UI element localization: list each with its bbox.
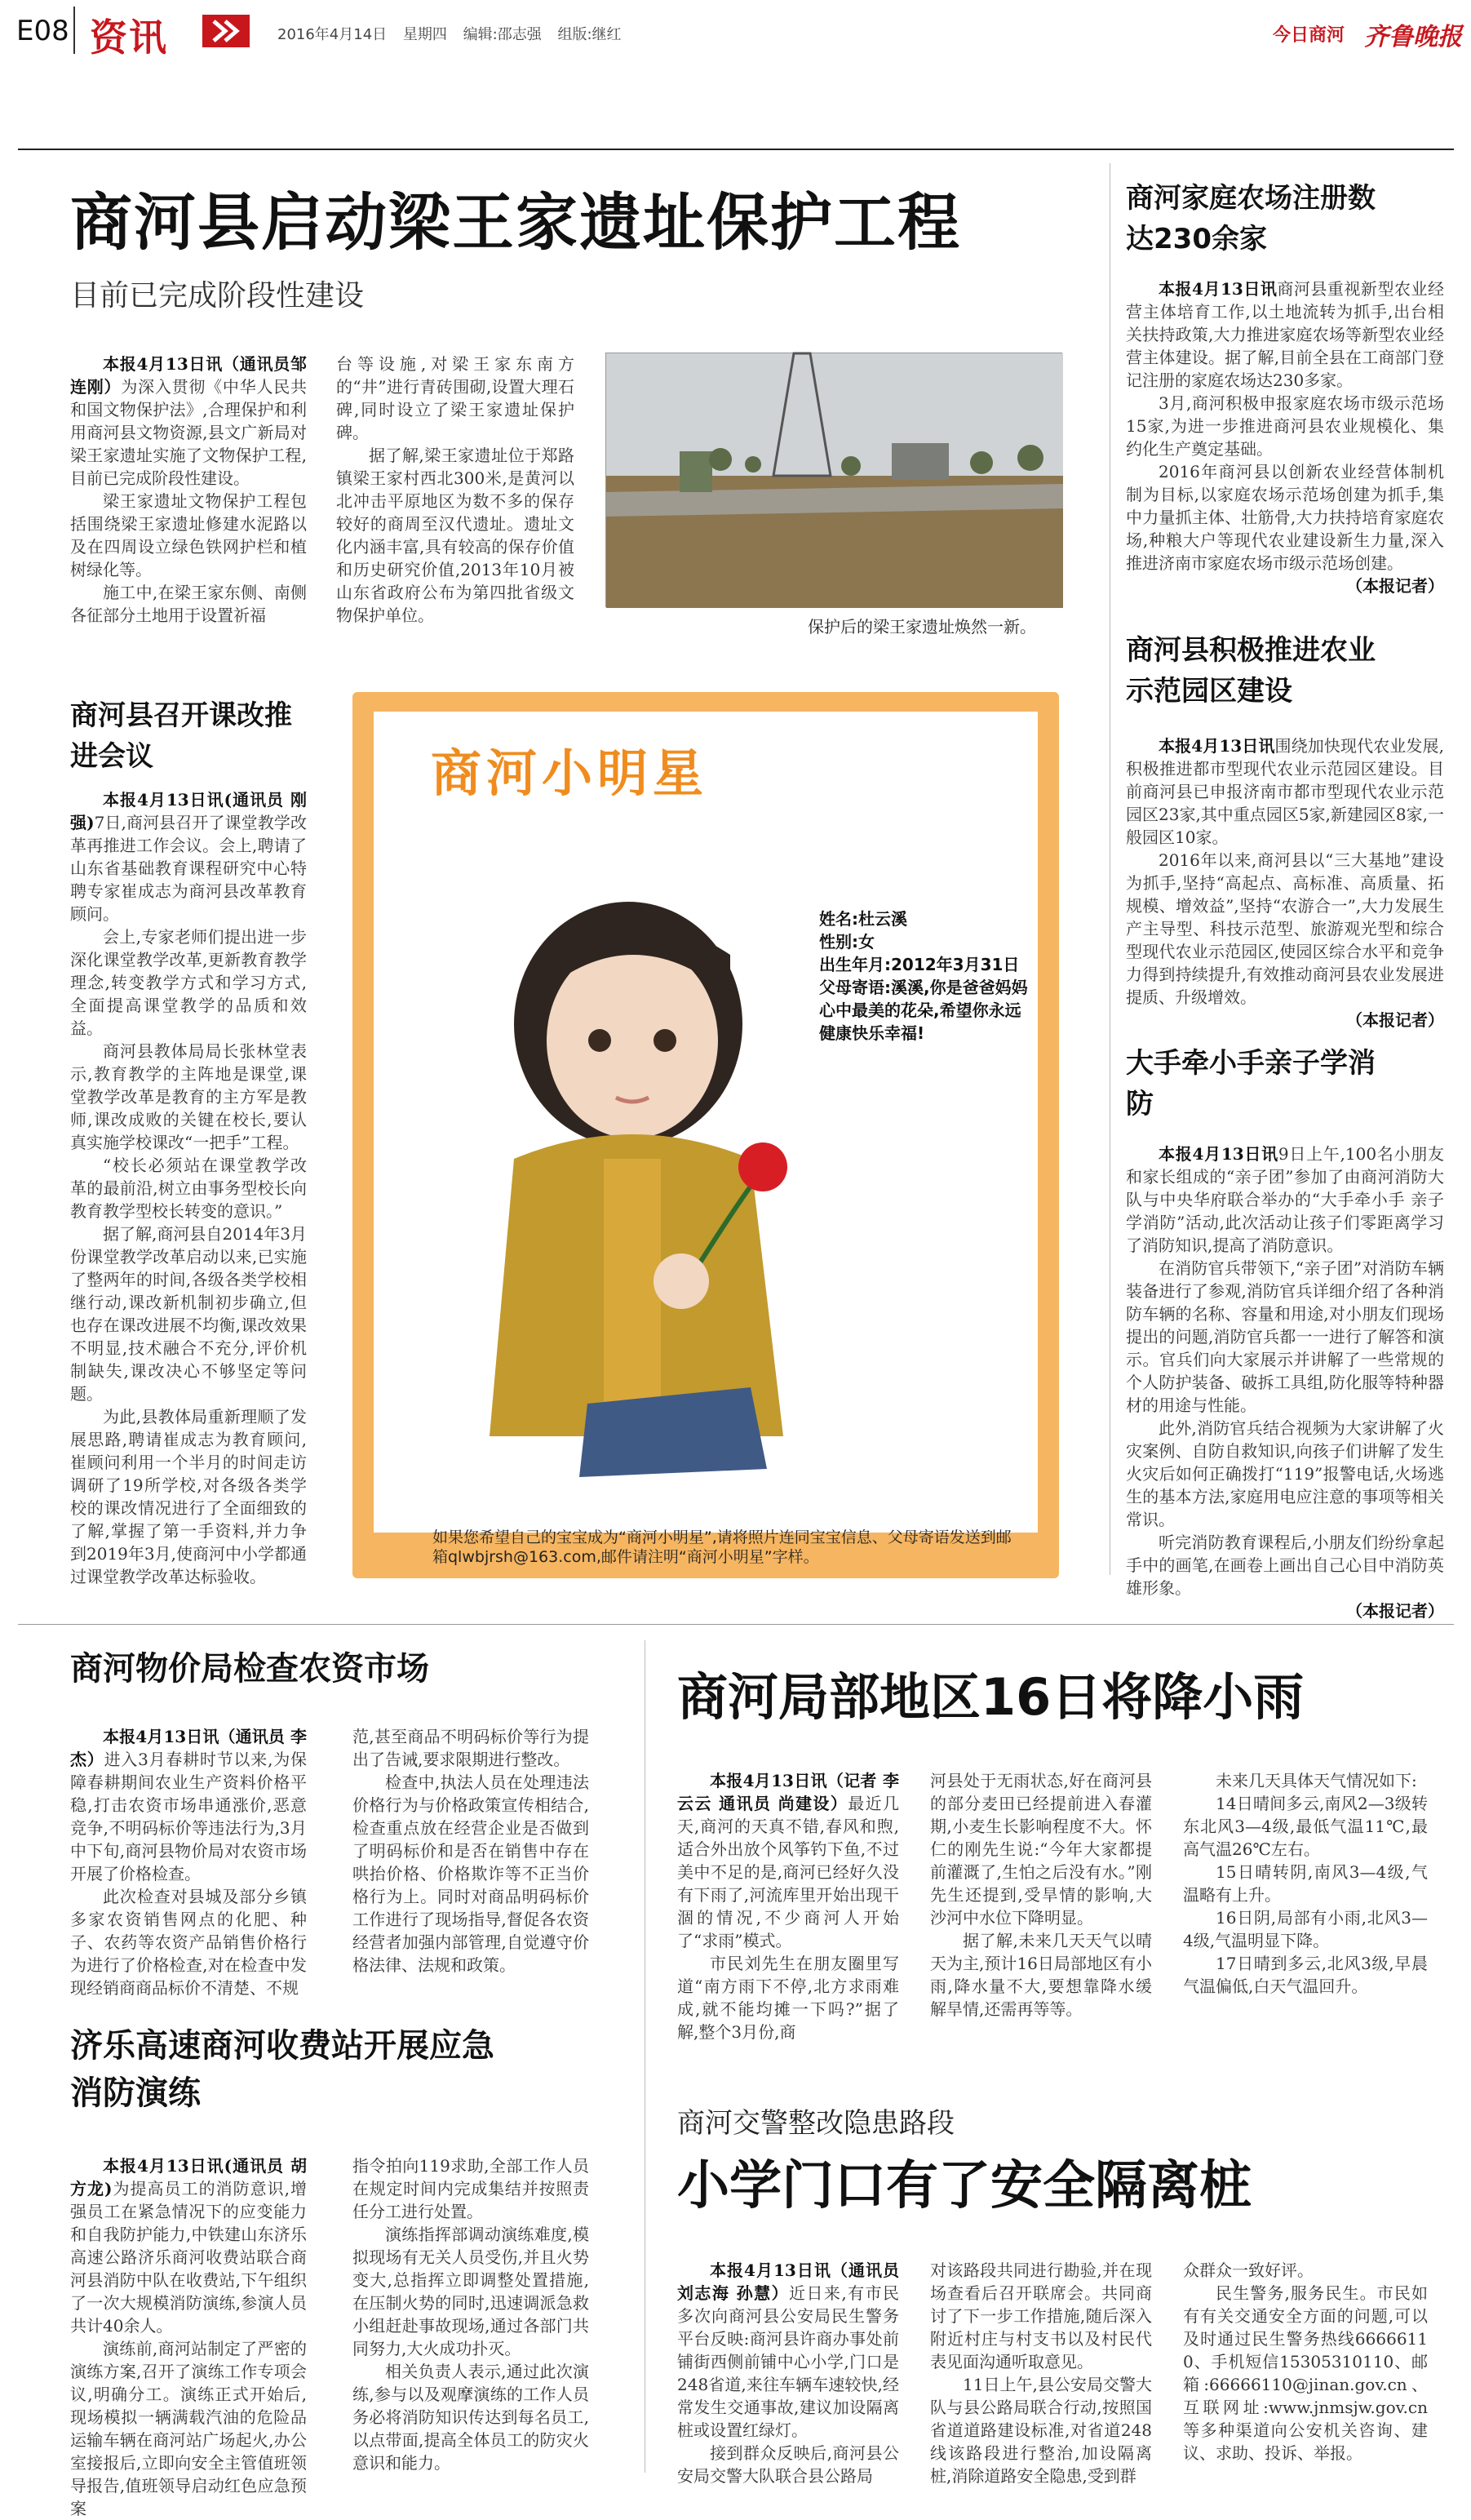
b4-col1 [677,2259,900,2486]
b4-kicker: 商河交警整改隐患路段 [677,2107,955,2140]
photo-caption: 保护后的梁王家遗址焕然一新。 [808,617,1036,637]
a1-p2: 梁王家遗址文物保护工程包括围绕梁王家遗址修建水泥路以及在四周设立绿色铁网护栏和植树绿化等。 [70,491,307,579]
editor: 编辑:邵志强 [463,26,542,43]
a1-col1 [70,353,307,630]
b3-col3 [1183,1769,1428,2055]
b3-p8: 16日阴,局部有小雨,北风3—4级,气温明显下降。 [1183,1908,1428,1950]
header-divider [73,7,75,54]
b3-p6: 14日晴间多云,南风2—3级转东北风3—4级,最低气温11℃,最高气温26℃左右。 [1183,1794,1428,1859]
b4-p6: 民生警务,服务民生。市民如有有关交通安全方面的问题,可以及时通过民生警务热线66666110、手机短信15305310110、邮箱:66666110@jinan.gov.cn、互联网址:www.jnmsjw.gov.cn等多种渠道向公安机关咨询、建议、求助、投诉、举报。 [1183,2283,1428,2463]
a2-title: 商河县召开课改推进会议 [70,699,292,773]
r1-tail: （本报记者） [1346,576,1444,596]
r1-body [1126,277,1444,604]
a1-lead: 本报4月13日讯（通讯员邹连刚） [70,354,307,397]
a1-p1: 为深入贯彻《中华人民共和国文物保护法》,合理保护和利用商河县文物资源,县文广新局对梁王家遗址实施了文物保护工程,目前已完成阶段性建设。 [70,377,308,488]
layout-editor: 组版:继红 [557,26,622,43]
b3-p9: 17日晴到多云,北风3级,早晨气温偏低,白天气温回升。 [1183,1954,1428,1996]
a1-col2 [336,353,574,630]
b2-p2: 演练前,商河站制定了严密的演练方案,召开了演练工作专项会议,明确分工。演练正式开始后,现场模拟一辆满载汽油的危险品运输车辆在商河站广场起火,办公室接报后,立即向安全主管值班领导报告,值班领导启动红色应急预案 [70,2339,307,2518]
b4-p1: 近日来,有市民多次向商河县公安局民生警务平台反映:商河县许商办事处前铺街西侧前铺中心小学,门口是248省道,来往车辆车速较快,经常发生交通事故,建议加设隔离桩或设置红绿灯。 [677,2283,900,2440]
column-name: 今日商河 [1273,25,1345,46]
a2-p1: 7日,商河县召开了课堂教学改革再推进工作会议。会上,聘请了山东省基础教育课程研究中心特聘专家崔成志为商河县改革教育顾问。 [70,813,307,924]
b3-p7: 15日晴转阴,南风3—4级,气温略有上升。 [1183,1862,1428,1905]
b3-lead: 本报4月13日讯（记者 李云云 通讯员 尚建设） [677,1771,899,1813]
r3-tail: （本报记者） [1346,1601,1444,1621]
b2-lead: 本报4月13日讯(通讯员 胡方龙) [70,2156,307,2198]
section-title: 资讯 [90,16,168,60]
b4-p4: 11日上午,县公安局交警大队与县公路局联合行动,按照国省道道路建设标准,对省道248线该路段进行整治,加设隔离桩,消除道路安全隐患,受到群 [930,2375,1152,2486]
star-gender: 性别:女 [819,932,875,952]
b1-p2: 此次检查对县城及部分乡镇多家农资销售网点的化肥、种子、农药等农资产品销售价格行为进行了价格检查,对在检查中发现经销商商品标价不清楚、不规 [70,1887,307,1998]
r3-p1: 9日上午,100名小朋友和家长组成的“亲子团”参加了由商河消防大队与中央华府联合举办的“大手牵小手 亲子学消防”活动,此次活动让孩子们零距离学习了消防知识,提高了消防意识。 [1126,1144,1444,1255]
a1-subtitle: 目前已完成阶段性建设 [70,279,365,313]
b2-p5: 相关负责人表示,通过此次演练,参与以及观摩演练的工作人员务必将消防知识传达到每名员工,以点带面,提高全体员工的防灾火意识和能力。 [352,2362,589,2473]
r2-tail: （本报记者） [1346,1010,1444,1030]
b4-col2 [930,2259,1152,2486]
b1-p1: 进入3月春耕时节以来,为保障春耕期间农业生产资料价格平稳,打击农资市场串通涨价,恶意竞争,不明码标价等违法行为,3月中下旬,商河县物价局对农资市场开展了价格检查。 [70,1750,307,1883]
issue-weekday: 星期四 [402,26,447,43]
b3-p5: 未来几天具体天气情况如下: [1216,1771,1417,1790]
b3-title: 商河局部地区16日将降小雨 [677,1667,1305,1727]
b1-p3: 范,甚至商品不明码标价等行为提出了告诫,要求限期进行整改。 [352,1727,589,1769]
a1-p3: 施工中,在梁王家东侧、南侧各征部分土地用于设置祈福 [70,583,307,625]
b2-p3: 指令拍向119求助,全部工作人员在规定时间内完成集结并按照责任分工进行处置。 [352,2156,589,2221]
b3-p4: 据了解,未来几天天气以晴天为主,预计16日局部地区有小雨,降水量不大,要想靠降水缓解旱情,还需再等等。 [930,1931,1152,2019]
r3-body [1126,1142,1444,1621]
star-title: 商河小明星 [431,743,709,803]
b4-col3 [1183,2259,1428,2479]
site-photo [605,353,1062,607]
r2-p1: 围绕加快现代农业发展,积极推进都市型现代农业示范园区建设。目前商河县已申报济南市都市型现代农业示范园区23家,其中重点园区5家,新建园区8家,一般园区10家。 [1126,736,1445,847]
header-meta [277,23,622,44]
r1-p1: 商河县重视新型农业经营主体培育工作,以土地流转为抓手,出台相关扶持政策,大力推进家庭农场等新型农业经营主体建设。据了解,目前全县在工商部门登记注册的家庭农场达230多家。 [1126,279,1444,390]
r3-title: 大手牵小手亲子学消防 [1126,1047,1376,1120]
b4-lead: 本报4月13日讯（通讯员 刘志海 孙慧） [677,2260,899,2303]
r2-lead: 本报4月13日讯 [1159,736,1275,756]
b2-col1 [70,2154,308,2518]
star-info [819,907,1028,1045]
r1-lead: 本报4月13日讯 [1159,279,1278,299]
star-footer: 如果您希望自己的宝宝成为“商河小明星”,请将照片连同宝宝信息、父母寄语发送到邮箱qlwbjrsh@163.com,邮件请注明“商河小明星”字样。 [432,1528,1012,1566]
a2-p4: “校长必须站在课堂教学改革的最前沿,树立由事务型校长向教育教学型校长转变的意识。” [70,1156,307,1221]
issue-date: 2016年4月14日 [277,26,388,43]
a2-body [70,788,307,1586]
b4-title: 小学门口有了安全隔离桩 [677,2156,1252,2216]
b1-lead: 本报4月13日讯（通讯员 李杰） [70,1727,307,1769]
b3-p2: 市民刘先生在朋友圈里写道“南方雨下不停,北方求雨难成,就不能均摊一下吗?”据了解,整个3月份,商 [677,1954,899,2042]
b2-p1: 为提高员工的消防意识,增强员工在紧急情况下的应变能力和自我防护能力,中铁建山东济乐高速公路济乐商河收费站联合商河县消防中队在收费站,下午组织了一次大规模消防演练,参演人员共计40余人。 [70,2179,308,2336]
child-photo [441,816,865,1518]
r2-body [1126,734,1444,1028]
header-rule [18,149,1454,150]
b4-p3: 对该路段共同进行勘验,并在现场查看后召开联席会。共同商讨了下一步工作措施,随后深入附近村庄与村支书以及村民代表见面沟通听取意见。 [930,2260,1152,2371]
r2-p2: 2016年以来,商河县以“三大基地”建设为抓手,坚持“高起点、高标准、高质量、拓规模、增效益”,坚持“农游合一”,大力发展生产主导型、科技示范型、旅游观光型和综合型现代农业示范园区,使园区综合水平和竞争力得到持续提升,有效推动商河县农业发展进提质、升级增效。 [1126,850,1444,1007]
section-arrow-icon [202,15,250,47]
b1-p4: 检查中,执法人员在处理违法价格行为与价格政策宣传相结合,检查重点放在经营企业是否做到了明码标价和是否在销售中存在哄抬价格、价格欺诈等不正当价格行为上。同时对商品明码标价工作进行了现场指导,督促各农资经营者加强内部管理,自觉遵守价格法律、法规和政策。 [352,1772,589,1975]
r2-title: 商河县积极推进农业示范园区建设 [1126,634,1376,708]
a2-p3: 商河县教体局局长张林堂表示,教育教学的主阵地是课堂,课堂教学改革是教育的主方军是教师,课改成败的关键在校长,要认真实施学校课改“一把手”工程。 [70,1041,307,1152]
b1-col2 [352,1725,589,1994]
paper-logo: 齐鲁晚报 [1364,23,1462,51]
a2-p2: 会上,专家老师们提出进一步深化课堂教学改革,更新教育教学理念,转变教学方式和学习方式,全面提高课堂教学的品质和效益。 [70,927,307,1038]
r3-p4: 听完消防教育课程后,小朋友们纷纷拿起手中的画笔,在画卷上画出自己心目中消防英雄形象。 [1126,1533,1444,1598]
r1-p2: 3月,商河积极申报家庭农场市级示范场15家,为进一步推进商河县农业规模化、集约化生产奠定基础。 [1126,393,1444,459]
r1-title: 商河家庭农场注册数达230余家 [1126,182,1376,255]
page-number: E08 [16,15,69,47]
a2-lead: 本报4月13日讯(通讯员 刚强) [70,790,307,832]
b3-p3: 河县处于无雨状态,好在商河县的部分麦田已经提前进入春灌期,小麦生长影响程度不大。怀仁的刚先生说:“今年大家都提前灌溉了,生怕之后没有水。”刚先生还提到,受旱情的影响,大沙河中水位下降明显。 [930,1771,1152,1928]
mid-rule [18,1624,1454,1625]
a2-p6: 为此,县教体局重新理顺了发展思路,聘请崔成志为教育顾问,崔顾问利用一个半月的时间走访调研了19所学校,对各级各类学校的课改情况进行了全面细致的了解,掌握了第一手资料,并力争到2019年3月,使商河中小学都通过课堂教学改革达标验收。 [70,1407,307,1586]
b4-p5: 众群众一致好评。 [1183,2260,1314,2280]
b3-p1: 最近几天,商河的天真不错,春风和煦,适合外出放个风筝钓下鱼,不过美中不足的是,商河已经好久没有下雨了,河流库里开始出现干涸的情况,不少商河人开始了“求雨”模式。 [677,1794,899,1950]
r3-lead: 本报4月13日讯 [1159,1144,1278,1164]
r1-p3: 2016年商河县以创新农业经营体制机制为目标,以家庭农场示范场创建为抓手,集中力量抓主体、壮筋骨,大力扶持培育家庭农场,种粮大户等现代农业建设新生力量,深入推进济南市家庭农场市级示范场创建。 [1126,462,1444,573]
a1-p4: 台等设施,对梁王家东南方的“井”进行青砖围砌,设置大理石碑,同时设立了梁王家遗址保护碑。 [336,354,574,442]
b2-p4: 演练指挥部调动演练难度,模拟现场有无关人员受伤,并且火势变大,总指挥立即调整处置措施,在压制火势的同时,迅速调派急救小组赶赴事故现场,通过各部门共同努力,大火成功扑灭。 [352,2225,589,2358]
b3-col1 [677,1769,899,2055]
b2-title: 济乐高速商河收费站开展应急消防演练 [70,2027,494,2112]
a1-p5: 据了解,梁王家遗址位于郑路镇梁王家村西北300米,是黄河以北冲击平原地区为数不多的保存较好的商周至汉代遗址。遗址文化内涵丰富,具有较高的保存价值和历史研究价值,2013年10月被山东省政府公布为第四批省级文物保护单位。 [336,446,574,625]
b1-col1 [70,1725,307,1998]
star-wish: 父母寄语:溪溪,你是爸爸妈妈心中最美的花朵,希望你永远健康快乐幸福! [819,978,1028,1043]
r3-p3: 此外,消防官兵结合视频为大家讲解了火灾案例、自防自救知识,向孩子们讲解了发生火灾后如何正确拨打“119”报警电话,火场逃生的基本方法,家庭用电应注意的事项等相关常识。 [1126,1418,1444,1529]
a2-p5: 据了解,商河县自2014年3月份课堂教学改革启动以来,已实施了整两年的时间,各级各类学校相继行动,课改新机制初步确立,但也存在课改进展不均衡,课改效果不明显,技术融合不充分,评价机制缺失,课改决心不够坚定等问题。 [70,1224,307,1404]
a1-title: 商河县启动梁王家遗址保护工程 [70,186,961,259]
star-birth: 出生年月:2012年3月31日 [819,955,1020,974]
b2-col2 [352,2154,589,2473]
b4-p2: 接到群众反映后,商河县公安局交警大队联合县公路局 [677,2443,899,2486]
b3-col2 [930,1769,1152,2055]
star-name: 姓名:杜云溪 [819,909,907,929]
b1-title: 商河物价局检查农资市场 [70,1650,429,1688]
r3-p2: 在消防官兵带领下,“亲子团”对消防车辆装备进行了参观,消防官兵详细介绍了各种消防车辆的名称、容量和用途,对小朋友们现场提出的问题,消防官兵都一一进行了解答和演示。官兵们向大家展示并讲解了一些常规的个人防护装备、破拆工具组,防化服等特种器材的用途与性能。 [1126,1258,1444,1415]
